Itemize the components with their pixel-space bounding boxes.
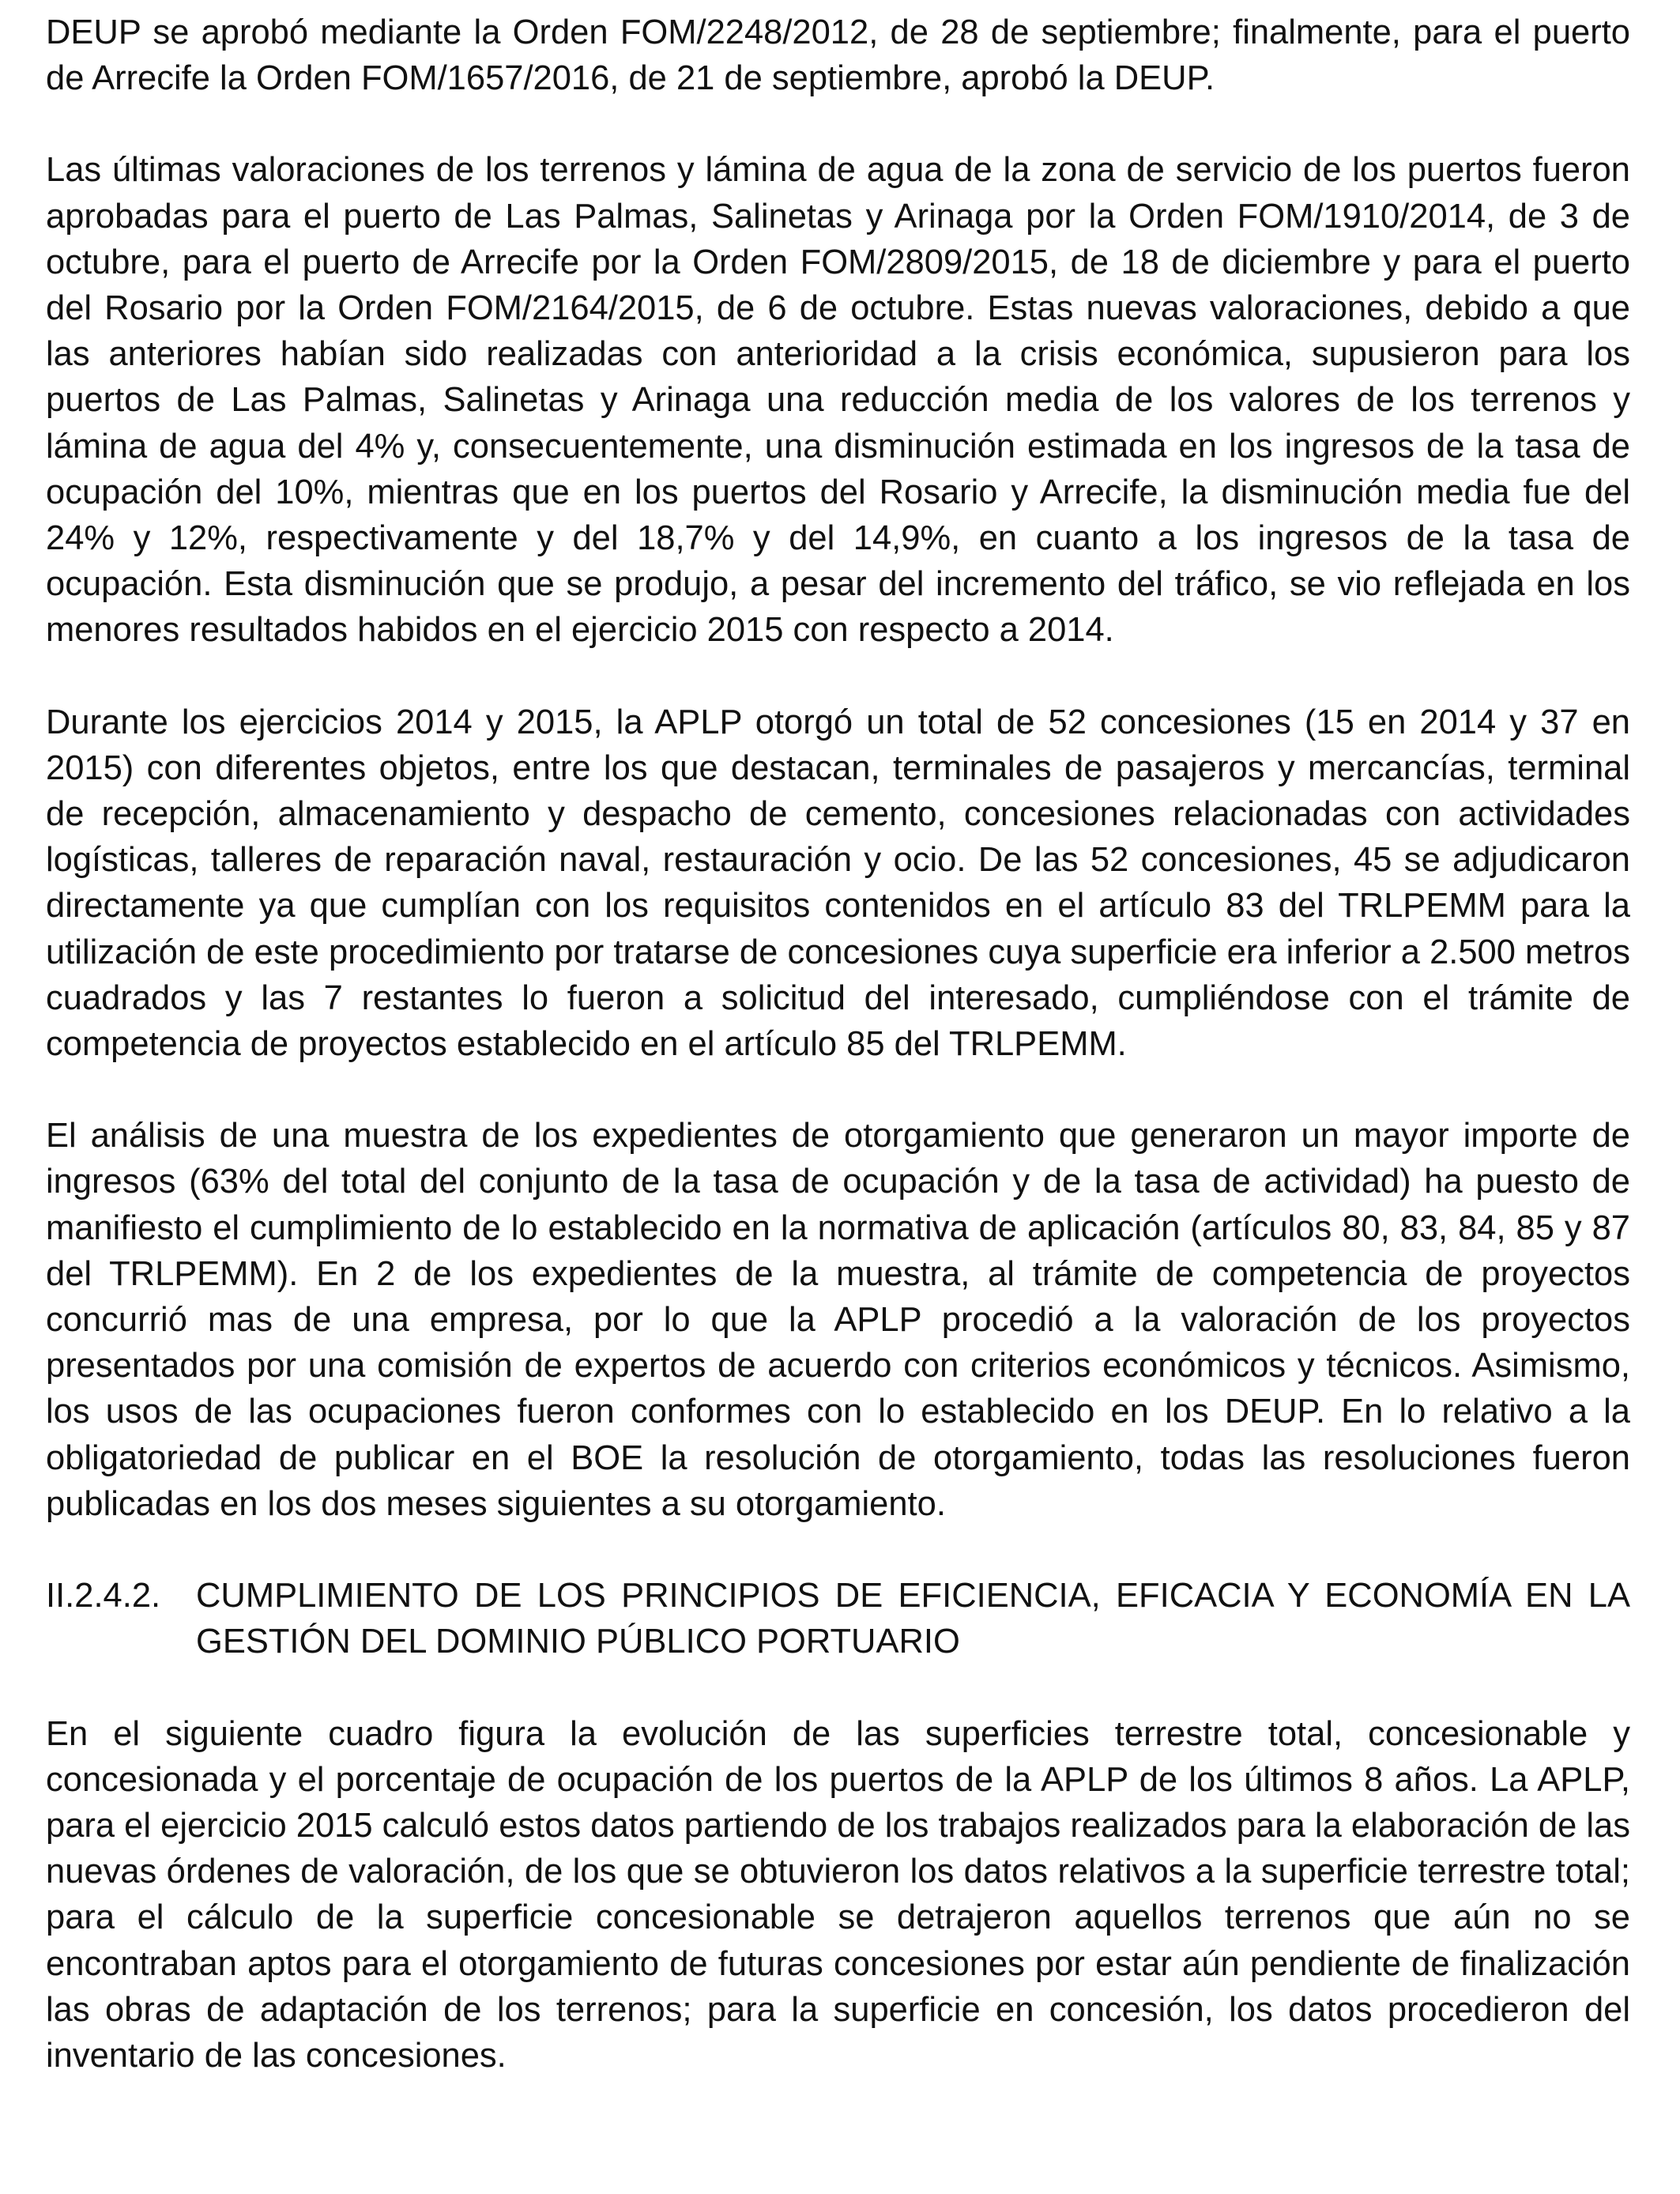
section-number: II.2.4.2. — [46, 1577, 161, 1615]
paragraph-deup-approval: DEUP se aprobó mediante la Orden FOM/2248/2012, de 28 de septiembre; finalmente, para el puerto de Arrecife la Orden FOM/1657/2016, de 21 de septiembre, aprobó la DEUP. — [46, 13, 1630, 98]
section-heading — [46, 1573, 1630, 1664]
paragraph-valuations: Las últimas valoraciones de los terrenos y lámina de agua de la zona de servicio de los puertos fueron aprobadas para el puerto de Las Palmas, Salinetas y Arinaga por la Orden FOM/1910/2014, de 3 de octubre, para el puerto de Arrecife por la Orden FOM/2809/2015, de 18 de diciembre y para el puerto del Rosario por la Orden FOM/2164/2015, de 6 de octubre. Estas nuevas valoraciones, debido a que las anteriores habían sido realizadas con anterioridad a la crisis económica, supusieron para los puertos de Las Palmas, Salinetas y Arinaga una reducción media de los valores de los terrenos y lámina de agua del 4% y, consecuentemente, una disminución estimada en los ingresos de la tasa de ocupación del 10%, mientras que en los puertos del Rosario y Arrecife, la disminución media fue del 24% y 12%, respectivamente y del 18,7% y del 14,9%, en cuanto a los ingresos de la tasa de ocupación. Esta disminución que se produjo, a pesar del incremento del tráfico, se vio reflejada en los menores resultados habidos en el ejercicio 2015 con respecto a 2014. — [46, 151, 1630, 650]
document-page — [46, 9, 1630, 2124]
paragraph-sample-analysis: El análisis de una muestra de los expedientes de otorgamiento que generaron un mayor importe de ingresos (63% del total del conjunto de la tasa de ocupación y de la tasa de actividad) ha puesto de manifiesto el cumplimiento de lo establecido en la normativa de aplicación (artículos 80, 83, 84, 85 y 87 del TRLPEMM). En 2 de los expedientes de la muestra, al trámite de competencia de proyectos concurrió mas de una empresa, por lo que la APLP procedió a la valoración de los proyectos presentados por una comisión de expertos de acuerdo con criterios económicos y técnicos. Asimismo, los usos de las ocupaciones fueron conformes con lo establecido en los DEUP. En lo relativo a la obligatoriedad de publicar en el BOE la resolución de otorgamiento, todas las resoluciones fueron publicadas en los dos meses siguientes a su otorgamiento. — [46, 1117, 1630, 1523]
paragraph-concessions: Durante los ejercicios 2014 y 2015, la APLP otorgó un total de 52 concesiones (15 en 2014 y 37 en 2015) con diferentes objetos, entre los que destacan, terminales de pasajeros y mercancías, terminal de recepción, almacenamiento y despacho de cemento, concesiones relacionadas con actividades logísticas, talleres de reparación naval, restauración y ocio. De las 52 concesiones, 45 se adjudicaron directamente ya que cumplían con los requisitos contenidos en el artículo 83 del TRLPEMM para la utilización de este procedimiento por tratarse de concesiones cuya superficie era inferior a 2.500 metros cuadrados y las 7 restantes lo fueron a solicitud del interesado, cumpliéndose con el trámite de competencia de proyectos establecido en el artículo 85 del TRLPEMM. — [46, 703, 1630, 1064]
section-title: CUMPLIMIENTO DE LOS PRINCIPIOS DE EFICIENCIA, EFICACIA Y ECONOMÍA EN LA GESTIÓN DEL DOMINIO PÚBLICO PORTUARIO — [196, 1577, 1630, 1661]
paragraph-surface-evolution: En el siguiente cuadro figura la evolución de las superficies terrestre total, concesionable y concesionada y el porcentaje de ocupación de los puertos de la APLP de los últimos 8 años. La APLP, para el ejercicio 2015 calculó estos datos partiendo de los trabajos realizados para la elaboración de las nuevas órdenes de valoración, de los que se obtuvieron los datos relativos a la superficie terrestre total; para el cálculo de la superficie concesionable se detrajeron aquellos terrenos que aún no se encontraban aptos para el otorgamiento de futuras concesiones por estar aún pendiente de finalización las obras de adaptación de los terrenos; para la superficie en concesión, los datos procedieron del inventario de las concesiones. — [46, 1714, 1630, 2075]
